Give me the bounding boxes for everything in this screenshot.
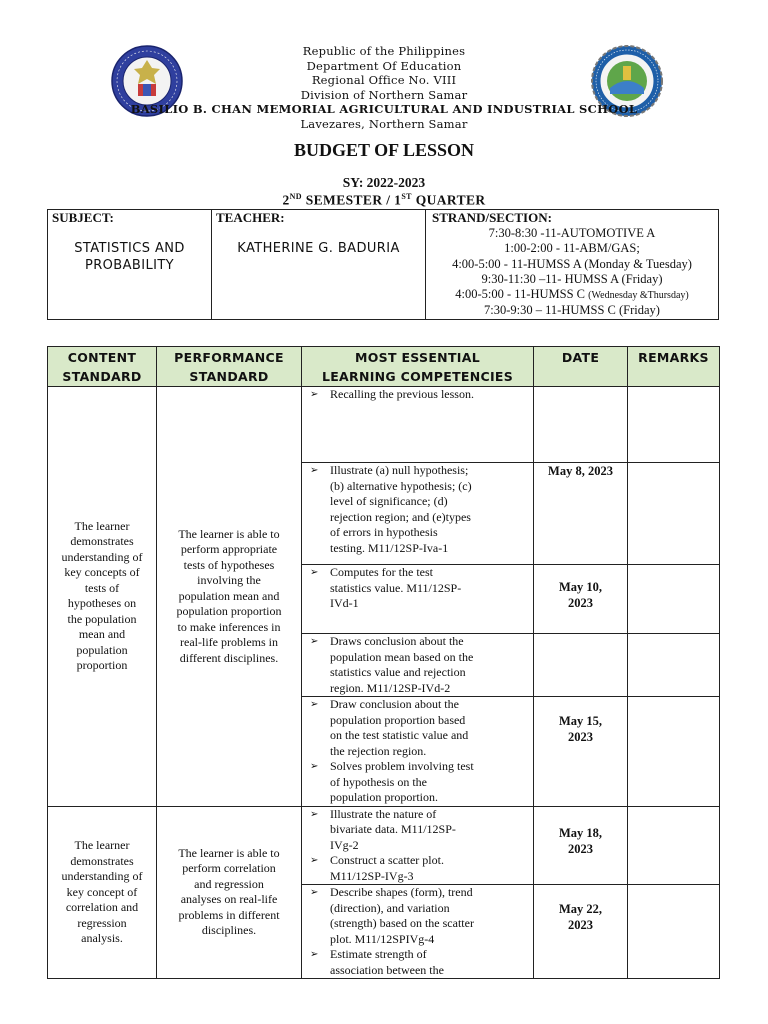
competency-text: Estimate strength of association between the	[330, 947, 444, 977]
strand-cell	[426, 210, 719, 320]
date-text: May 8, 2023	[548, 464, 613, 478]
strand-line: 4:00-5:00 - 11-HUMSS A (Monday & Tuesday)	[452, 256, 692, 271]
header-remarks: REMARKS	[628, 347, 720, 387]
remarks-cell	[628, 565, 720, 634]
teacher-label: TEACHER:	[216, 210, 285, 225]
school-location: Lavezares, Northern Samar	[300, 116, 468, 131]
remarks-cell	[628, 634, 720, 697]
arrow-bullet-icon: ➢	[310, 761, 319, 772]
subject-value: STATISTICS AND PROBABILITY	[74, 241, 185, 273]
teacher-value: KATHERINE G. BADURIA	[237, 241, 400, 256]
competency-item	[310, 463, 527, 556]
header-competencies: MOST ESSENTIAL LEARNING COMPETENCIES	[302, 347, 534, 387]
date-cell	[534, 806, 628, 885]
info-table	[47, 209, 719, 320]
arrow-bullet-icon: ➢	[310, 699, 319, 710]
performance-standard-text: The learner is able to perform correlation and regression analyses on real-life problems in different disciplines.	[178, 845, 280, 938]
date-cell	[534, 697, 628, 807]
header-line: Department Of Education	[306, 58, 462, 73]
date-cell	[534, 387, 628, 463]
arrow-bullet-icon: ➢	[310, 636, 319, 647]
competency-cell	[302, 697, 534, 807]
competency-item	[310, 387, 527, 403]
header-content-standard: CONTENT STANDARD	[48, 347, 157, 387]
competency-item	[310, 853, 527, 884]
strand-label: STRAND/SECTION:	[432, 210, 552, 225]
header-line: Division of Northern Samar	[300, 87, 468, 102]
table-row	[48, 387, 720, 463]
competency-text: Recalling the previous lesson.	[330, 387, 474, 401]
competency-item	[310, 697, 527, 759]
competency-cell	[302, 634, 534, 697]
date-cell	[534, 634, 628, 697]
content-standard-cell	[48, 387, 157, 807]
competency-item	[310, 634, 527, 696]
competency-text: Illustrate the nature of bivariate data. M11/12SP- IVg-2	[330, 806, 456, 852]
competency-text: Solves problem involving test of hypothesis on the population proportion.	[330, 759, 474, 804]
date-cell	[534, 885, 628, 979]
arrow-bullet-icon: ➢	[310, 949, 319, 960]
remarks-cell	[628, 697, 720, 807]
arrow-bullet-icon: ➢	[310, 465, 319, 476]
document-title: BUDGET OF LESSON	[293, 140, 475, 160]
competency-cell	[302, 885, 534, 979]
strand-line: 7:30-9:30 – 11-HUMSS C (Friday)	[484, 303, 660, 318]
table-header-row	[48, 347, 720, 387]
date-text: May 22, 2023	[558, 902, 603, 932]
competency-cell	[302, 387, 534, 463]
semester-quarter: 2ND SEMESTER / 1ST QUARTER	[282, 192, 486, 208]
strand-line: 7:30-8:30 -11-AUTOMOTIVE A	[488, 226, 656, 240]
subject-cell	[48, 210, 212, 320]
strand-line: 1:00-2:00 - 11-ABM/GAS;	[504, 241, 640, 256]
school-name: BASILIO B. CHAN MEMORIAL AGRICULTURAL AND INDUSTRIAL SCHOOL	[130, 102, 638, 116]
content-standard-text: The learner demonstrates understanding of key concept of correlation and regression analysis.	[61, 838, 143, 945]
letterhead	[0, 44, 768, 131]
content-standard-text: The learner demonstrates understanding of key concepts of tests of hypotheses on the population mean and population proportion	[61, 518, 143, 673]
strand-line: 4:00-5:00 - 11-HUMSS C (Wednesday &Thursday)	[455, 287, 689, 302]
competency-cell	[302, 463, 534, 565]
arrow-bullet-icon: ➢	[310, 887, 319, 898]
content-standard-cell	[48, 806, 157, 979]
date-text: May 10, 2023	[558, 580, 603, 610]
competency-item	[310, 947, 527, 978]
competency-text: Draws conclusion about the population mean based on the statistics value and rejection region. M11/12SP-IVd-2	[330, 634, 474, 695]
competency-item	[310, 759, 527, 806]
competency-item	[310, 807, 527, 854]
strand-line: 9:30-11:30 –11- HUMSS A (Friday)	[481, 271, 663, 286]
performance-standard-text: The learner is able to perform appropriate tests of hypotheses involving the population mean and population proportion to make inferences in real-life problems in different disciplines.	[176, 526, 282, 665]
date-cell	[534, 565, 628, 634]
remarks-cell	[628, 806, 720, 885]
competency-text: Computes for the test statistics value. M11/12SP- IVd-1	[330, 565, 462, 610]
header-performance-standard: PERFORMANCE STANDARD	[157, 347, 302, 387]
arrow-bullet-icon: ➢	[310, 808, 319, 820]
header-line: Regional Office No. VIII	[311, 73, 457, 87]
remarks-cell	[628, 387, 720, 463]
competency-item	[310, 565, 527, 612]
remarks-cell	[628, 463, 720, 565]
date-text: May 15, 2023	[558, 714, 603, 744]
arrow-bullet-icon: ➢	[310, 389, 319, 400]
table-row	[48, 806, 720, 885]
date-text: May 18, 2023	[558, 825, 603, 856]
subject-label: SUBJECT:	[52, 210, 114, 225]
competency-cell	[302, 565, 534, 634]
competency-text: Construct a scatter plot. M11/12SP-IVg-3	[330, 853, 444, 883]
teacher-cell	[212, 210, 426, 320]
arrow-bullet-icon: ➢	[310, 855, 319, 866]
performance-standard-cell	[157, 806, 302, 979]
school-year: SY: 2022-2023	[342, 175, 426, 190]
competency-text: Illustrate (a) null hypothesis; (b) alternative hypothesis; (c) level of significance; (d) rejection region; and (e)types of errors in hypothesis testing. M11/12SP-Iva-1	[330, 463, 472, 555]
remarks-cell	[628, 885, 720, 979]
header-line: Republic of the Philippines	[302, 44, 466, 58]
arrow-bullet-icon: ➢	[310, 567, 319, 578]
strand-list	[430, 226, 714, 319]
competency-item	[310, 885, 527, 947]
header-date: DATE	[534, 347, 628, 387]
lesson-table	[47, 346, 720, 979]
date-cell	[534, 463, 628, 565]
performance-standard-cell	[157, 387, 302, 807]
competency-text: Draw conclusion about the population proportion based on the test statistic value and the rejection region.	[330, 697, 469, 758]
competency-cell	[302, 806, 534, 885]
competency-text: Describe shapes (form), trend (direction), and variation (strength) based on the scatter plot. M11/12SPIVg-4	[330, 885, 474, 946]
